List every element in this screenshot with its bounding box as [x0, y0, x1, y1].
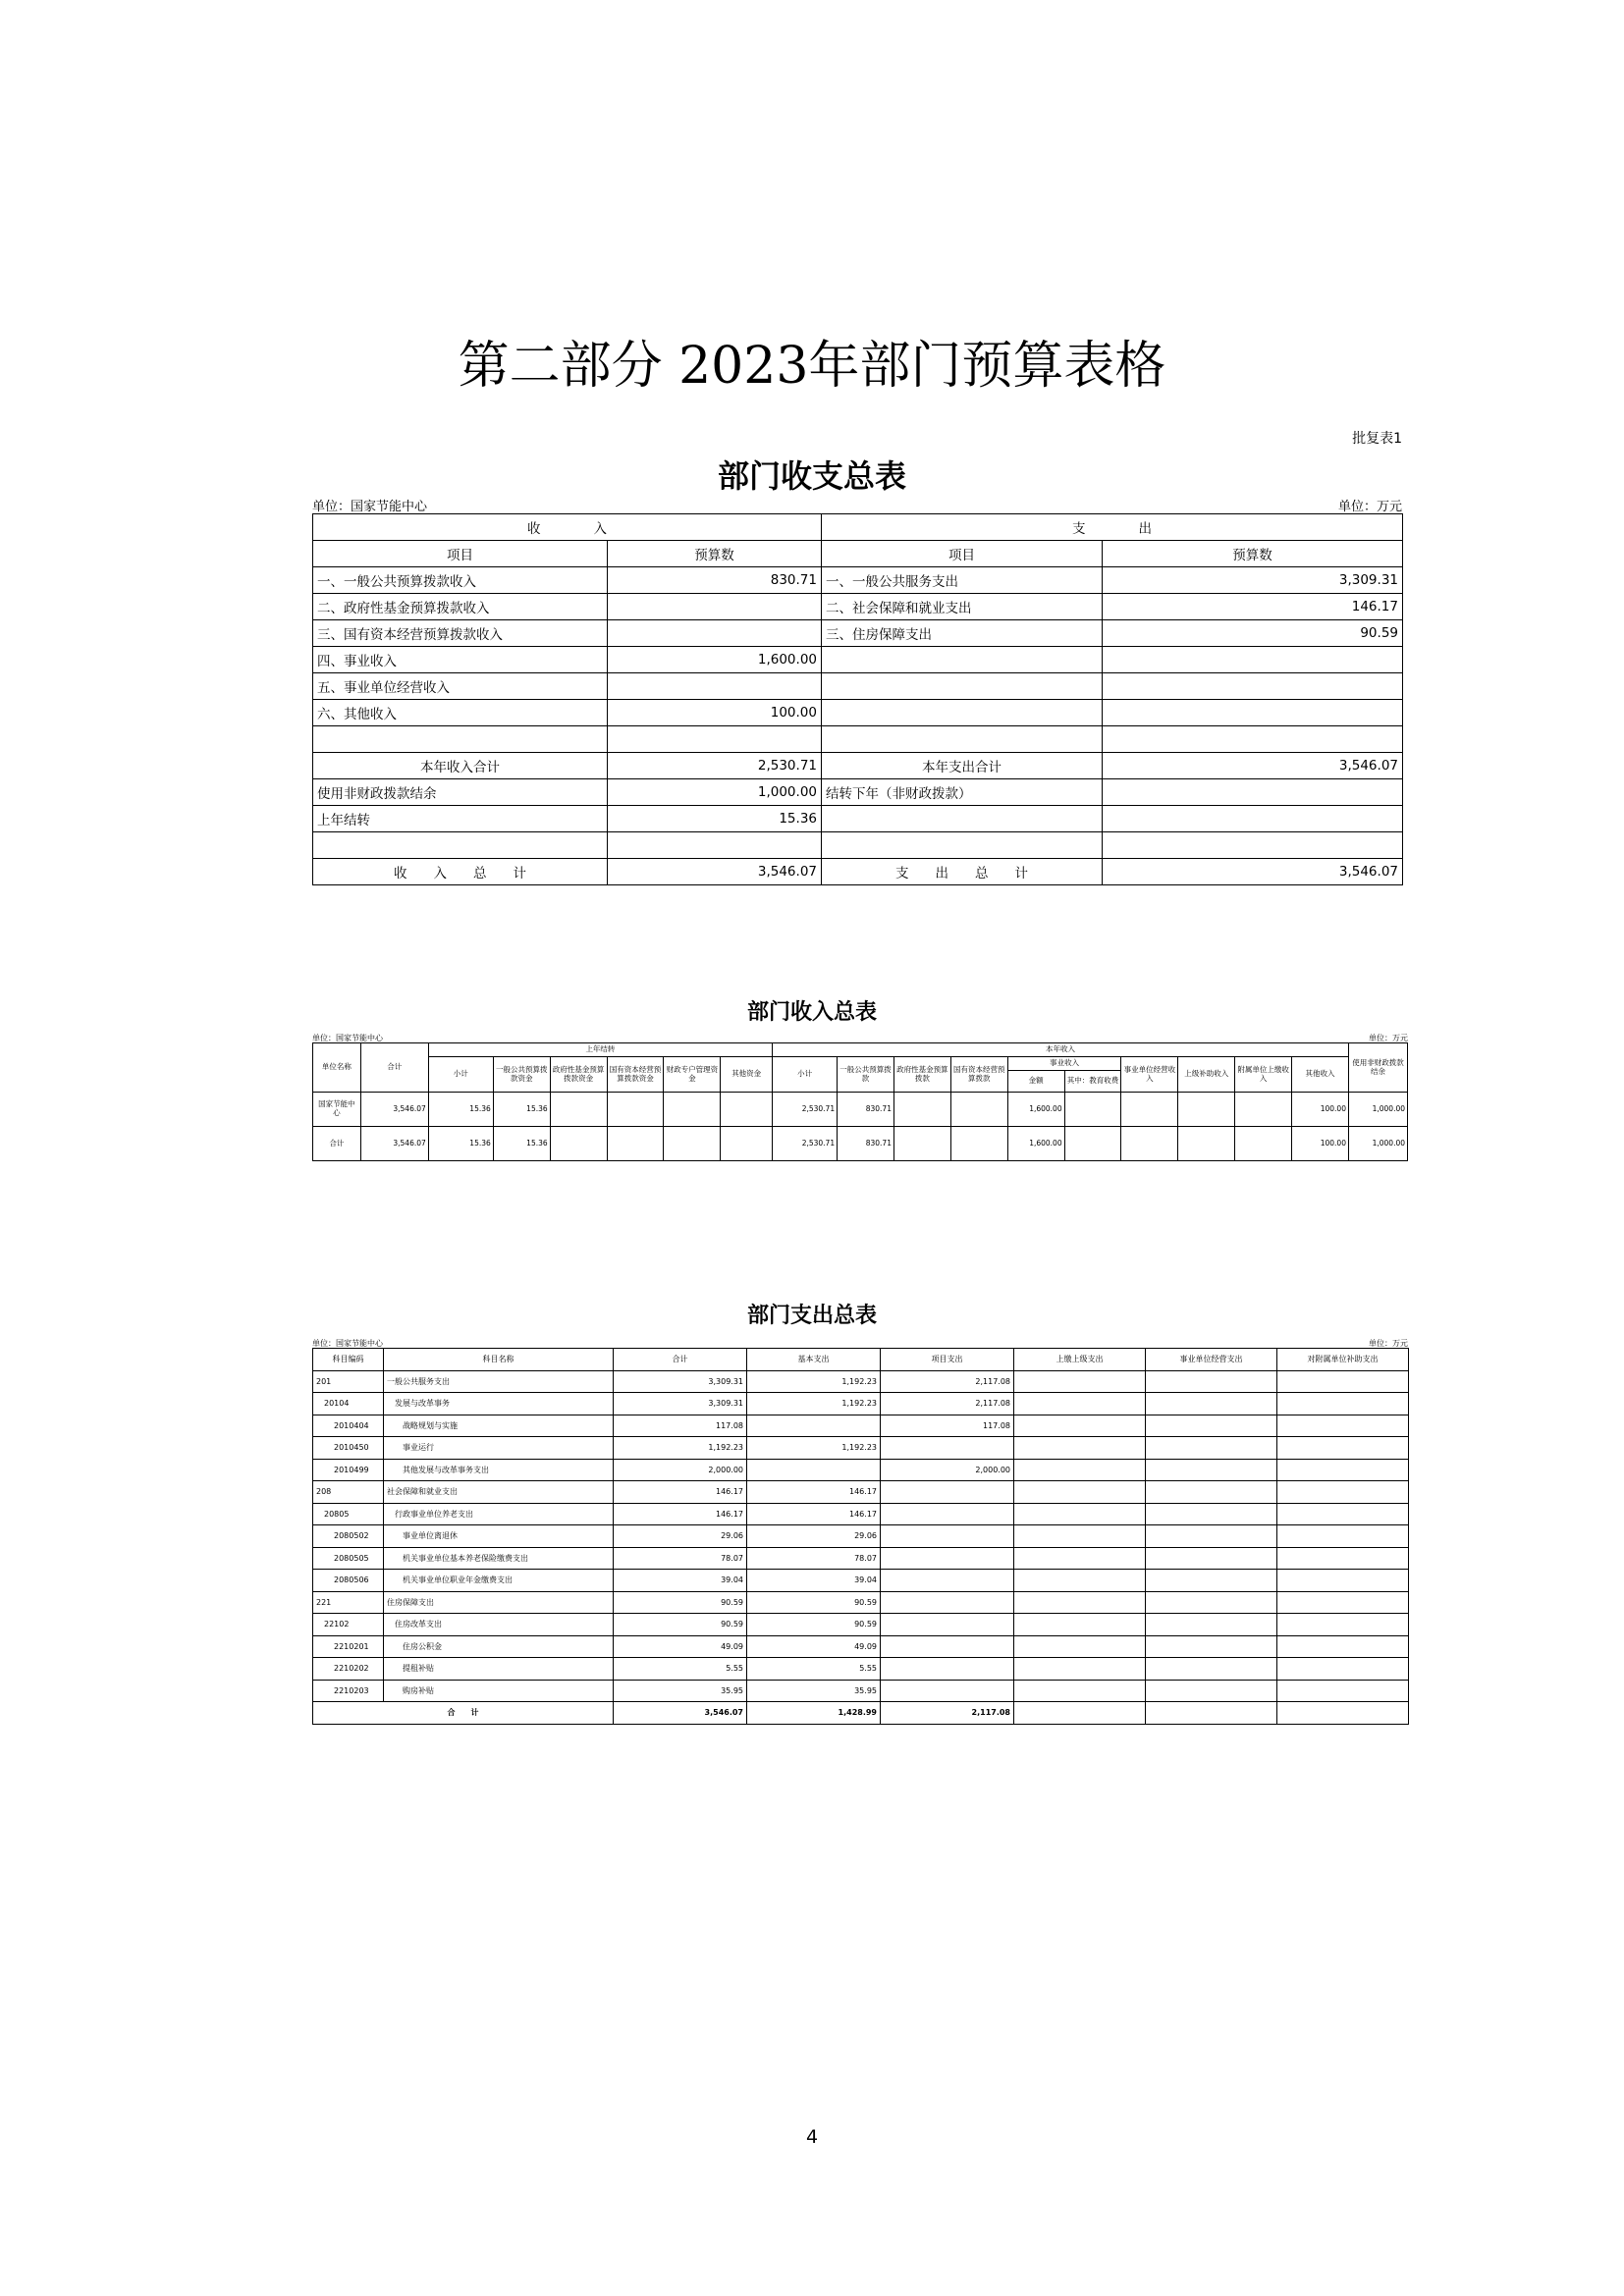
- amount-cell: 90.59: [614, 1591, 747, 1614]
- income-item: 六、其他收入: [313, 700, 608, 726]
- table-row: [313, 1547, 1409, 1570]
- t3-header-cell: 科目名称: [384, 1349, 614, 1371]
- expense-amount: [1103, 832, 1403, 859]
- amount-cell: [881, 1503, 1014, 1525]
- subject-code: 2010404: [313, 1415, 384, 1437]
- table-row: [313, 1570, 1409, 1592]
- subject-name: 社会保障和就业支出: [384, 1481, 614, 1504]
- t2-h-prev: 上年结转: [428, 1043, 772, 1057]
- unit-name-cell: 合计: [313, 1127, 361, 1161]
- subject-name: 事业运行: [384, 1437, 614, 1460]
- amount-cell: [1235, 1093, 1292, 1127]
- subject-name: 行政事业单位养老支出: [384, 1503, 614, 1525]
- t3-header-cell: 事业单位经营支出: [1146, 1349, 1277, 1371]
- amount-cell: [1277, 1614, 1409, 1636]
- income-item: [313, 726, 608, 753]
- subject-name: 住房公积金: [384, 1635, 614, 1658]
- amount-cell: [1146, 1481, 1277, 1504]
- amount-cell: [1014, 1503, 1146, 1525]
- amount-cell: [1146, 1614, 1277, 1636]
- t2-h-curr-subtotal: 小计: [773, 1057, 838, 1093]
- amount-cell: [1277, 1525, 1409, 1548]
- amount-cell: [607, 1127, 664, 1161]
- t2-unit-currency: 单位：万元: [1369, 1034, 1408, 1042]
- t1-col-budget: 预算数: [1103, 541, 1403, 567]
- t2-h-biz-special: 其中：教育收费: [1064, 1071, 1121, 1093]
- t1-group-header-row: [313, 514, 1403, 541]
- expense-item: [822, 700, 1103, 726]
- subject-name: 住房改革支出: [384, 1614, 614, 1636]
- total-amount: [1014, 1702, 1146, 1725]
- amount-cell: 146.17: [747, 1481, 881, 1504]
- amount-cell: [1146, 1658, 1277, 1681]
- t1-unit-currency: 单位：万元: [1337, 500, 1402, 514]
- subject-name: 机关事业单位职业年金缴费支出: [384, 1570, 614, 1592]
- income-item: [313, 832, 608, 859]
- amount-cell: [1178, 1093, 1235, 1127]
- amount-cell: 2,530.71: [773, 1093, 838, 1127]
- t3-header-row: [313, 1349, 1409, 1371]
- amount-cell: [1277, 1680, 1409, 1702]
- subject-name: 机关事业单位基本养老保险缴费支出: [384, 1547, 614, 1570]
- expense-amount: [1103, 726, 1403, 753]
- amount-cell: 29.06: [747, 1525, 881, 1548]
- amount-cell: [1146, 1680, 1277, 1702]
- subject-name: 战略规划与实施: [384, 1415, 614, 1437]
- subject-code: 201: [313, 1370, 384, 1393]
- expense-item: [822, 726, 1103, 753]
- amount-cell: [1014, 1680, 1146, 1702]
- amount-cell: [1064, 1093, 1121, 1127]
- amount-cell: [1014, 1481, 1146, 1504]
- table-row: [313, 779, 1403, 806]
- income-amount: 2,530.71: [608, 753, 822, 779]
- amount-cell: [1146, 1547, 1277, 1570]
- income-item: 一、一般公共预算拨款收入: [313, 567, 608, 594]
- total-label: 合 计: [313, 1702, 614, 1725]
- income-amount: [608, 620, 822, 647]
- expense-item: 一、一般公共服务支出: [822, 567, 1103, 594]
- amount-cell: 2,000.00: [881, 1459, 1014, 1481]
- table-row: [313, 1635, 1409, 1658]
- income-amount: [608, 832, 822, 859]
- table-row: [313, 1093, 1408, 1127]
- amount-cell: [881, 1547, 1014, 1570]
- t2-h-curr-general: 一般公共预算拨款: [838, 1057, 894, 1093]
- t2-h-prev-col: 小计: [428, 1057, 493, 1093]
- amount-cell: 35.95: [614, 1680, 747, 1702]
- subject-name: 事业单位离退休: [384, 1525, 614, 1548]
- amount-cell: [664, 1127, 721, 1161]
- amount-cell: [664, 1093, 721, 1127]
- income-summary-title: 部门收入总表: [746, 1000, 877, 1025]
- amount-cell: [1235, 1127, 1292, 1161]
- amount-cell: [1121, 1127, 1178, 1161]
- page-number: 4: [805, 2126, 819, 2148]
- income-summary-table: [312, 1042, 1408, 1161]
- amount-cell: 3,309.31: [614, 1370, 747, 1393]
- total-amount: [1277, 1702, 1409, 1725]
- income-amount: 1,000.00: [608, 779, 822, 806]
- amount-cell: [1277, 1415, 1409, 1437]
- amount-cell: [1014, 1635, 1146, 1658]
- amount-cell: 146.17: [747, 1503, 881, 1525]
- expense-amount: 3,309.31: [1103, 567, 1403, 594]
- amount-cell: [1014, 1658, 1146, 1681]
- t1-group-income: 收 入: [313, 514, 822, 541]
- t2-unit-org: 单位：国家节能中心: [312, 1034, 383, 1042]
- amount-cell: [1146, 1437, 1277, 1460]
- table-row: [313, 1658, 1409, 1681]
- subject-code: 20104: [313, 1393, 384, 1415]
- income-item: 使用非财政拨款结余: [313, 779, 608, 806]
- amount-cell: [1014, 1393, 1146, 1415]
- t1-col-item: 项目: [822, 541, 1103, 567]
- amount-cell: [881, 1680, 1014, 1702]
- table-row: [313, 1393, 1409, 1415]
- subject-code: 2010450: [313, 1437, 384, 1460]
- expense-amount: 3,546.07: [1103, 859, 1403, 885]
- t1-column-header-row: [313, 541, 1403, 567]
- amount-cell: 1,192.23: [614, 1437, 747, 1460]
- amount-cell: 15.36: [428, 1127, 493, 1161]
- unit-name-cell: 国家节能中心: [313, 1093, 361, 1127]
- amount-cell: [1277, 1393, 1409, 1415]
- amount-cell: [1277, 1570, 1409, 1592]
- amount-cell: 100.00: [1292, 1093, 1349, 1127]
- income-item: 上年结转: [313, 806, 608, 832]
- expense-item: 结转下年（非财政拨款）: [822, 779, 1103, 806]
- t2-h-prev-col: 国有资本经营预算拨款资金: [607, 1057, 664, 1093]
- amount-cell: 1,600.00: [1007, 1127, 1064, 1161]
- t2-header-row-1: [313, 1043, 1408, 1057]
- amount-cell: [1014, 1591, 1146, 1614]
- expense-amount: [1103, 779, 1403, 806]
- amount-cell: [1014, 1614, 1146, 1636]
- amount-cell: [1178, 1127, 1235, 1161]
- t1-group-expense: 支 出: [822, 514, 1403, 541]
- table-row: [313, 594, 1403, 620]
- t2-h-unit: 单位名称: [313, 1043, 361, 1093]
- income-amount: 3,546.07: [608, 859, 822, 885]
- income-amount: [608, 673, 822, 700]
- income-item: 五、事业单位经营收入: [313, 673, 608, 700]
- income-expense-summary-title: 部门收支总表: [717, 457, 906, 495]
- amount-cell: [1146, 1415, 1277, 1437]
- table-row: [313, 1127, 1408, 1161]
- expense-item: 二、社会保障和就业支出: [822, 594, 1103, 620]
- expense-amount: [1103, 673, 1403, 700]
- amount-cell: [1277, 1503, 1409, 1525]
- t3-unit-org: 单位：国家节能中心: [312, 1339, 383, 1348]
- t1-col-item: 项目: [313, 541, 608, 567]
- table-row: [313, 1481, 1409, 1504]
- amount-cell: [1146, 1525, 1277, 1548]
- expense-amount: [1103, 806, 1403, 832]
- expense-summary-title: 部门支出总表: [746, 1304, 877, 1328]
- amount-cell: [950, 1127, 1007, 1161]
- subject-name: 提租补贴: [384, 1658, 614, 1681]
- subject-name: 其他发展与改革事务支出: [384, 1459, 614, 1481]
- amount-cell: 90.59: [614, 1614, 747, 1636]
- amount-cell: 1,000.00: [1348, 1127, 1407, 1161]
- amount-cell: [1277, 1658, 1409, 1681]
- table-row: [313, 1680, 1409, 1702]
- amount-cell: 15.36: [428, 1093, 493, 1127]
- t2-h-curr-fund: 政府性基金预算拨款: [893, 1057, 950, 1093]
- expense-item: [822, 806, 1103, 832]
- expense-summary-table: [312, 1348, 1409, 1725]
- amount-cell: [550, 1127, 607, 1161]
- subject-name: 购房补贴: [384, 1680, 614, 1702]
- amount-cell: 35.95: [747, 1680, 881, 1702]
- table-row: [313, 1437, 1409, 1460]
- table-row: [313, 753, 1403, 779]
- amount-cell: [881, 1481, 1014, 1504]
- amount-cell: 78.07: [614, 1547, 747, 1570]
- table-row: [313, 1614, 1409, 1636]
- amount-cell: [893, 1093, 950, 1127]
- amount-cell: 90.59: [747, 1591, 881, 1614]
- income-amount: 1,600.00: [608, 647, 822, 673]
- table-row: [313, 567, 1403, 594]
- t2-h-curr-upper: 上级补助收入: [1178, 1057, 1235, 1093]
- table-row: [313, 859, 1403, 885]
- amount-cell: 2,530.71: [773, 1127, 838, 1161]
- amount-cell: 39.04: [747, 1570, 881, 1592]
- amount-cell: 2,000.00: [614, 1459, 747, 1481]
- income-expense-summary-table: [312, 513, 1403, 885]
- t1-col-budget: 预算数: [608, 541, 822, 567]
- total-amount: 2,117.08: [881, 1702, 1014, 1725]
- amount-cell: 2,117.08: [881, 1393, 1014, 1415]
- t2-h-prev-col: 政府性基金预算拨款资金: [550, 1057, 607, 1093]
- amount-cell: [1146, 1591, 1277, 1614]
- amount-cell: [1014, 1547, 1146, 1570]
- amount-cell: 39.04: [614, 1570, 747, 1592]
- amount-cell: [1277, 1547, 1409, 1570]
- amount-cell: 3,546.07: [360, 1093, 428, 1127]
- amount-cell: [550, 1093, 607, 1127]
- income-item: 收 入 总 计: [313, 859, 608, 885]
- amount-cell: 117.08: [881, 1415, 1014, 1437]
- t3-header-cell: 上缴上级支出: [1014, 1349, 1146, 1371]
- table-row: [313, 673, 1403, 700]
- amount-cell: [1277, 1481, 1409, 1504]
- amount-cell: [607, 1093, 664, 1127]
- t2-h-curr-oper: 事业单位经营收入: [1121, 1057, 1178, 1093]
- amount-cell: [881, 1437, 1014, 1460]
- t2-h-total: 合计: [360, 1043, 428, 1093]
- amount-cell: [1146, 1570, 1277, 1592]
- amount-cell: [747, 1459, 881, 1481]
- amount-cell: [1014, 1525, 1146, 1548]
- t3-header-cell: 基本支出: [747, 1349, 881, 1371]
- subject-code: 221: [313, 1591, 384, 1614]
- subject-code: 2210202: [313, 1658, 384, 1681]
- amount-cell: 1,192.23: [747, 1393, 881, 1415]
- table-row: [313, 620, 1403, 647]
- amount-cell: [1146, 1370, 1277, 1393]
- amount-cell: [1064, 1127, 1121, 1161]
- t2-h-curr-sub: 附属单位上缴收入: [1235, 1057, 1292, 1093]
- amount-cell: [1146, 1393, 1277, 1415]
- amount-cell: 146.17: [614, 1503, 747, 1525]
- expense-amount: [1103, 700, 1403, 726]
- amount-cell: [893, 1127, 950, 1161]
- subject-code: 2080505: [313, 1547, 384, 1570]
- amount-cell: [1014, 1415, 1146, 1437]
- expense-item: [822, 673, 1103, 700]
- table-row: [313, 1370, 1409, 1393]
- amount-cell: [721, 1093, 773, 1127]
- subject-code: 208: [313, 1481, 384, 1504]
- amount-cell: 1,192.23: [747, 1437, 881, 1460]
- amount-cell: 830.71: [838, 1127, 894, 1161]
- amount-cell: 78.07: [747, 1547, 881, 1570]
- expense-amount: 90.59: [1103, 620, 1403, 647]
- amount-cell: [1121, 1093, 1178, 1127]
- amount-cell: [721, 1127, 773, 1161]
- expense-item: 支 出 总 计: [822, 859, 1103, 885]
- table-row: [313, 806, 1403, 832]
- amount-cell: [881, 1658, 1014, 1681]
- amount-cell: [881, 1570, 1014, 1592]
- subject-name: 住房保障支出: [384, 1591, 614, 1614]
- income-amount: [608, 594, 822, 620]
- amount-cell: [1014, 1570, 1146, 1592]
- total-amount: 3,546.07: [614, 1702, 747, 1725]
- amount-cell: [1277, 1591, 1409, 1614]
- total-amount: 1,428.99: [747, 1702, 881, 1725]
- amount-cell: [881, 1614, 1014, 1636]
- amount-cell: [1146, 1635, 1277, 1658]
- t3-header-cell: 项目支出: [881, 1349, 1014, 1371]
- amount-cell: 146.17: [614, 1481, 747, 1504]
- t3-header-cell: 对附属单位补助支出: [1277, 1349, 1409, 1371]
- amount-cell: 1,192.23: [747, 1370, 881, 1393]
- amount-cell: 29.06: [614, 1525, 747, 1548]
- income-item: 四、事业收入: [313, 647, 608, 673]
- expense-item: 本年支出合计: [822, 753, 1103, 779]
- t2-h-curr: 本年收入: [773, 1043, 1349, 1057]
- table-row: [313, 700, 1403, 726]
- expense-amount: [1103, 647, 1403, 673]
- amount-cell: 49.09: [614, 1635, 747, 1658]
- expense-amount: 3,546.07: [1103, 753, 1403, 779]
- amount-cell: [1277, 1437, 1409, 1460]
- table-row: [313, 1459, 1409, 1481]
- amount-cell: [950, 1093, 1007, 1127]
- table-row: [313, 1415, 1409, 1437]
- t2-header-row-2: [313, 1057, 1408, 1071]
- t2-h-prev-col: 其他资金: [721, 1057, 773, 1093]
- income-amount: 100.00: [608, 700, 822, 726]
- amount-cell: [1014, 1459, 1146, 1481]
- amount-cell: [1014, 1370, 1146, 1393]
- table-row: [313, 726, 1403, 753]
- amount-cell: 1,000.00: [1348, 1093, 1407, 1127]
- amount-cell: 5.55: [614, 1658, 747, 1681]
- subject-code: 2210203: [313, 1680, 384, 1702]
- t3-unit-currency: 单位：万元: [1369, 1339, 1408, 1348]
- amount-cell: 90.59: [747, 1614, 881, 1636]
- table-row: [313, 1525, 1409, 1548]
- total-row: [313, 1702, 1409, 1725]
- amount-cell: 5.55: [747, 1658, 881, 1681]
- t2-h-nonfiscal: 使用非财政拨款结余: [1348, 1043, 1407, 1093]
- amount-cell: [1146, 1459, 1277, 1481]
- amount-cell: [1277, 1635, 1409, 1658]
- t2-h-curr-biz: 事业收入: [1007, 1057, 1121, 1071]
- amount-cell: [1146, 1503, 1277, 1525]
- t3-header-cell: 合计: [614, 1349, 747, 1371]
- income-amount: 15.36: [608, 806, 822, 832]
- table-row: [313, 1503, 1409, 1525]
- t2-h-prev-col: 财政专户管理资金: [664, 1057, 721, 1093]
- amount-cell: 15.36: [493, 1127, 550, 1161]
- amount-cell: [881, 1525, 1014, 1548]
- amount-cell: [1277, 1459, 1409, 1481]
- subject-code: 2080506: [313, 1570, 384, 1592]
- table-row: [313, 647, 1403, 673]
- amount-cell: 100.00: [1292, 1127, 1349, 1161]
- amount-cell: 15.36: [493, 1093, 550, 1127]
- page-title: 第二部分 2023年部门预算表格: [458, 337, 1166, 396]
- amount-cell: 3,309.31: [614, 1393, 747, 1415]
- table-row: [313, 832, 1403, 859]
- amount-cell: 3,546.07: [360, 1127, 428, 1161]
- subject-code: 2010499: [313, 1459, 384, 1481]
- t2-h-biz-amount: 金额: [1007, 1071, 1064, 1093]
- table-row: [313, 1591, 1409, 1614]
- amount-cell: [881, 1635, 1014, 1658]
- expense-item: [822, 832, 1103, 859]
- amount-cell: [881, 1591, 1014, 1614]
- amount-cell: [1277, 1370, 1409, 1393]
- subject-name: 发展与改革事务: [384, 1393, 614, 1415]
- income-amount: [608, 726, 822, 753]
- income-item: 本年收入合计: [313, 753, 608, 779]
- total-amount: [1146, 1702, 1277, 1725]
- income-item: 三、国有资本经营预算拨款收入: [313, 620, 608, 647]
- amount-cell: 117.08: [614, 1415, 747, 1437]
- amount-cell: 2,117.08: [881, 1370, 1014, 1393]
- subject-name: 一般公共服务支出: [384, 1370, 614, 1393]
- amount-cell: 49.09: [747, 1635, 881, 1658]
- t2-h-curr-other: 其他收入: [1292, 1057, 1349, 1093]
- expense-item: 三、住房保障支出: [822, 620, 1103, 647]
- amount-cell: 830.71: [838, 1093, 894, 1127]
- expense-item: [822, 647, 1103, 673]
- t1-unit-org: 单位：国家节能中心: [312, 500, 428, 514]
- subject-code: 2210201: [313, 1635, 384, 1658]
- form-number: 批复表1: [1352, 431, 1402, 447]
- income-amount: 830.71: [608, 567, 822, 594]
- subject-code: 20805: [313, 1503, 384, 1525]
- amount-cell: [747, 1415, 881, 1437]
- t2-h-prev-col: 一般公共预算拨款资金: [493, 1057, 550, 1093]
- t2-h-curr-capital: 国有资本经营预算拨款: [950, 1057, 1007, 1093]
- subject-code: 2080502: [313, 1525, 384, 1548]
- amount-cell: [1014, 1437, 1146, 1460]
- expense-amount: 146.17: [1103, 594, 1403, 620]
- t3-header-cell: 科目编码: [313, 1349, 384, 1371]
- income-item: 二、政府性基金预算拨款收入: [313, 594, 608, 620]
- subject-code: 22102: [313, 1614, 384, 1636]
- amount-cell: 1,600.00: [1007, 1093, 1064, 1127]
